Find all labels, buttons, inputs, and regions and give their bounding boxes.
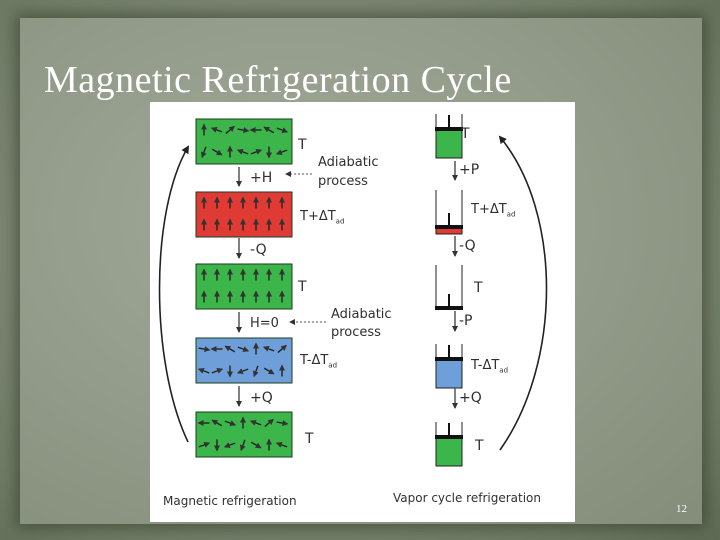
vap-step-label-2: -Q — [459, 238, 476, 254]
mag-step-label-4: +Q — [250, 390, 273, 406]
slide-title: Magnetic Refrigeration Cycle — [44, 59, 512, 101]
vap-step-label-4: +Q — [459, 390, 482, 406]
mag-caption: Magnetic refrigeration — [163, 494, 297, 508]
adiabatic-label-2-line1: Adiabatic — [331, 307, 392, 322]
page-number: 12 — [676, 503, 687, 515]
mag-block-5 — [196, 412, 292, 457]
vap-state-label-5: T — [475, 438, 484, 454]
mag-block-1 — [196, 119, 292, 164]
mag-block-2 — [196, 192, 292, 237]
refrigeration-figure — [150, 102, 575, 522]
mag-state-label-1: T — [298, 137, 307, 153]
vap-state-label-4: $T-\Delta T_{ad}$ — [471, 358, 509, 375]
vap-step-label-3: -P — [459, 313, 473, 329]
mag-block-4 — [196, 338, 292, 383]
vap-caption: Vapor cycle refrigeration — [393, 491, 541, 505]
mag-step-label-3: H=0 — [250, 316, 279, 331]
vap-state-label-1: T — [461, 126, 470, 142]
vap-step-label-1: +P — [459, 162, 480, 178]
vap-state-label-2: $T+\Delta T_{ad}$ — [471, 202, 516, 219]
mag-block-3 — [196, 264, 292, 309]
mag-state-label-4: $T-\Delta T_{ad}$ — [300, 353, 338, 370]
mag-step-label-2: -Q — [250, 242, 267, 258]
adiabatic-label-1-line1: Adiabatic — [318, 155, 379, 170]
mag-state-label-5: T — [305, 431, 314, 447]
mag-step-label-1: +H — [250, 170, 273, 186]
mag-state-label-3: T — [298, 279, 307, 295]
adiabatic-label-2-line2: process — [331, 325, 381, 340]
mag-state-label-2: $T+\Delta T_{ad}$ — [300, 209, 345, 226]
adiabatic-label-1-line2: process — [318, 174, 368, 189]
vap-state-label-3: T — [474, 280, 483, 296]
